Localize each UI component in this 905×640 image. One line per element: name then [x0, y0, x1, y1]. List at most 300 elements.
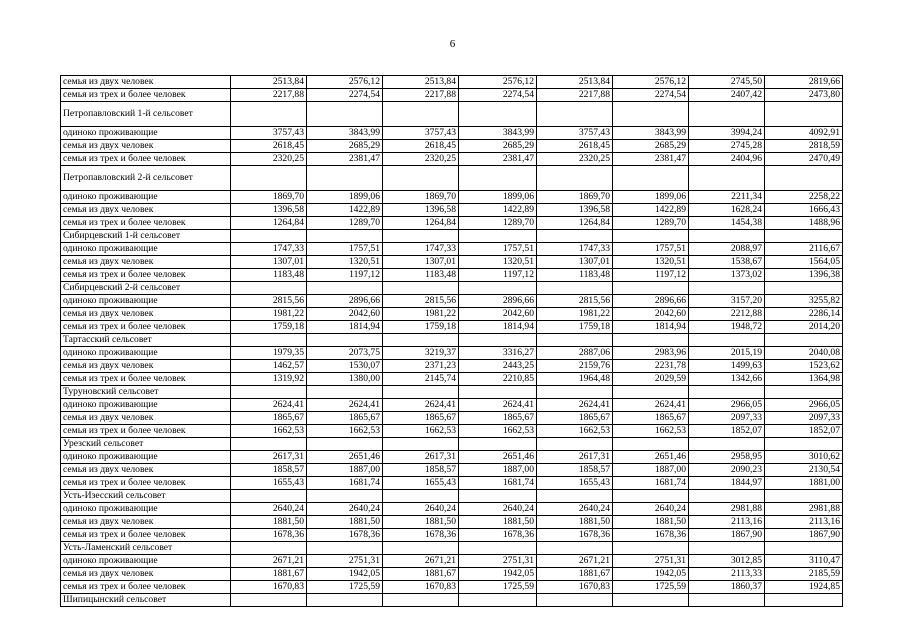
value-cell: 1869,70 — [537, 191, 613, 204]
value-cell: 2624,41 — [383, 399, 459, 412]
value-cell: 1979,35 — [231, 347, 307, 360]
value-cell: 2513,84 — [537, 76, 613, 89]
value-cell — [689, 542, 765, 555]
value-cell: 4092,91 — [765, 127, 843, 140]
value-cell: 2404,96 — [689, 153, 765, 166]
value-cell: 2671,21 — [383, 555, 459, 568]
value-cell: 2212,88 — [689, 308, 765, 321]
table-row — [61, 204, 843, 217]
value-cell: 2130,54 — [765, 464, 843, 477]
table-row — [61, 529, 843, 542]
value-cell: 1319,92 — [231, 373, 307, 386]
value-cell — [765, 230, 843, 243]
value-cell — [537, 230, 613, 243]
row-label: семья из трех и более человек — [61, 153, 231, 166]
row-label: семья из двух человек — [61, 516, 231, 529]
value-cell: 1981,22 — [537, 308, 613, 321]
value-cell: 2896,66 — [307, 295, 383, 308]
value-cell: 3316,27 — [459, 347, 537, 360]
value-cell: 1757,51 — [459, 243, 537, 256]
value-cell: 1814,94 — [307, 321, 383, 334]
value-cell: 1655,43 — [537, 477, 613, 490]
value-cell: 1289,70 — [459, 217, 537, 230]
table-row — [61, 347, 843, 360]
value-cell — [613, 282, 689, 295]
table-body — [61, 76, 843, 607]
value-cell: 1320,51 — [307, 256, 383, 269]
value-cell: 1725,59 — [613, 581, 689, 594]
value-cell: 3255,82 — [765, 295, 843, 308]
value-cell: 2470,49 — [765, 153, 843, 166]
value-cell: 1422,89 — [307, 204, 383, 217]
value-cell: 1289,70 — [613, 217, 689, 230]
value-cell: 2815,56 — [383, 295, 459, 308]
value-cell: 1899,06 — [613, 191, 689, 204]
table-row — [61, 191, 843, 204]
value-cell: 1264,84 — [231, 217, 307, 230]
value-cell — [765, 166, 843, 191]
value-cell: 2320,25 — [383, 153, 459, 166]
value-cell: 2981,88 — [689, 503, 765, 516]
value-cell: 2443,25 — [459, 360, 537, 373]
value-cell: 2958,95 — [689, 451, 765, 464]
value-cell: 1662,53 — [459, 425, 537, 438]
value-cell: 2745,28 — [689, 140, 765, 153]
value-cell: 1307,01 — [537, 256, 613, 269]
value-cell: 2211,34 — [689, 191, 765, 204]
value-cell: 2513,84 — [383, 76, 459, 89]
value-cell — [459, 102, 537, 127]
value-cell: 1867,90 — [689, 529, 765, 542]
value-cell: 1320,51 — [459, 256, 537, 269]
table-row — [61, 256, 843, 269]
table-row — [61, 269, 843, 282]
value-cell: 1869,70 — [231, 191, 307, 204]
value-cell: 3110,47 — [765, 555, 843, 568]
value-cell: 1670,83 — [537, 581, 613, 594]
value-cell: 1881,67 — [231, 568, 307, 581]
value-cell: 1747,33 — [383, 243, 459, 256]
table-row — [61, 282, 843, 295]
table-row — [61, 451, 843, 464]
row-label: одиноко проживающие — [61, 191, 231, 204]
value-cell — [613, 438, 689, 451]
value-cell — [307, 334, 383, 347]
value-cell: 1747,33 — [231, 243, 307, 256]
value-cell: 1678,36 — [537, 529, 613, 542]
value-cell — [231, 386, 307, 399]
table-row — [61, 399, 843, 412]
value-cell: 1396,38 — [765, 269, 843, 282]
value-cell — [613, 386, 689, 399]
row-label: семья из трех и более человек — [61, 321, 231, 334]
value-cell — [307, 490, 383, 503]
value-cell: 1197,12 — [613, 269, 689, 282]
value-cell: 2029,59 — [613, 373, 689, 386]
value-cell: 2185,59 — [765, 568, 843, 581]
value-cell: 1422,89 — [459, 204, 537, 217]
value-cell — [689, 166, 765, 191]
value-cell: 2116,67 — [765, 243, 843, 256]
value-cell: 1865,67 — [231, 412, 307, 425]
value-cell: 3994,24 — [689, 127, 765, 140]
value-cell: 2624,41 — [613, 399, 689, 412]
value-cell: 1881,50 — [307, 516, 383, 529]
value-cell: 1197,12 — [459, 269, 537, 282]
value-cell — [689, 594, 765, 607]
value-cell: 2640,24 — [231, 503, 307, 516]
value-cell — [765, 334, 843, 347]
table-row — [61, 568, 843, 581]
value-cell: 2624,41 — [537, 399, 613, 412]
value-cell — [231, 594, 307, 607]
value-cell: 1865,67 — [307, 412, 383, 425]
value-cell: 2381,47 — [307, 153, 383, 166]
row-label: одиноко проживающие — [61, 399, 231, 412]
value-cell: 2624,41 — [307, 399, 383, 412]
value-cell: 3157,20 — [689, 295, 765, 308]
value-cell: 1852,07 — [765, 425, 843, 438]
value-cell: 1981,22 — [383, 308, 459, 321]
value-cell — [383, 594, 459, 607]
value-cell: 2966,05 — [765, 399, 843, 412]
value-cell: 1881,50 — [459, 516, 537, 529]
value-cell: 1264,84 — [537, 217, 613, 230]
value-cell: 1747,33 — [537, 243, 613, 256]
value-cell: 1373,02 — [689, 269, 765, 282]
value-cell: 2381,47 — [613, 153, 689, 166]
value-cell: 1662,53 — [613, 425, 689, 438]
value-cell: 1757,51 — [613, 243, 689, 256]
value-cell — [689, 230, 765, 243]
value-cell: 2320,25 — [231, 153, 307, 166]
value-cell: 1981,22 — [231, 308, 307, 321]
value-cell: 1881,50 — [231, 516, 307, 529]
value-cell — [383, 230, 459, 243]
row-label: семья из двух человек — [61, 568, 231, 581]
value-cell — [765, 438, 843, 451]
value-cell: 1865,67 — [383, 412, 459, 425]
value-cell: 2113,16 — [689, 516, 765, 529]
row-label: семья из трех и более человек — [61, 529, 231, 542]
row-label: семья из двух человек — [61, 76, 231, 89]
value-cell — [383, 542, 459, 555]
value-cell: 1530,07 — [307, 360, 383, 373]
value-cell: 2042,60 — [613, 308, 689, 321]
row-label: семья из двух человек — [61, 204, 231, 217]
value-cell — [231, 282, 307, 295]
value-cell: 1454,38 — [689, 217, 765, 230]
table-row — [61, 334, 843, 347]
table-row — [61, 386, 843, 399]
value-cell: 2217,88 — [383, 89, 459, 102]
value-cell: 3757,43 — [537, 127, 613, 140]
value-cell: 1860,37 — [689, 581, 765, 594]
table-row — [61, 308, 843, 321]
value-cell — [689, 282, 765, 295]
row-label: Туруновский сельсовет — [61, 386, 231, 399]
value-cell — [537, 102, 613, 127]
table-row — [61, 516, 843, 529]
value-cell — [537, 542, 613, 555]
row-label: семья из двух человек — [61, 360, 231, 373]
value-cell: 1678,36 — [613, 529, 689, 542]
value-cell — [307, 386, 383, 399]
value-cell: 1881,67 — [383, 568, 459, 581]
table-row — [61, 490, 843, 503]
table-row — [61, 425, 843, 438]
value-cell: 2966,05 — [689, 399, 765, 412]
value-cell — [231, 490, 307, 503]
row-label: семья из двух человек — [61, 308, 231, 321]
value-cell: 1364,98 — [765, 373, 843, 386]
value-cell: 1948,72 — [689, 321, 765, 334]
value-cell — [459, 542, 537, 555]
value-cell — [307, 594, 383, 607]
row-label: одиноко проживающие — [61, 347, 231, 360]
value-cell: 1942,05 — [613, 568, 689, 581]
value-cell: 1964,48 — [537, 373, 613, 386]
table-row — [61, 581, 843, 594]
value-cell: 1681,74 — [613, 477, 689, 490]
value-cell: 1681,74 — [307, 477, 383, 490]
row-label: семья из двух человек — [61, 464, 231, 477]
value-cell — [307, 282, 383, 295]
value-cell: 2618,45 — [231, 140, 307, 153]
value-cell — [537, 282, 613, 295]
row-label: Усть-Изесский сельсовет — [61, 490, 231, 503]
value-cell — [613, 490, 689, 503]
value-cell: 1342,66 — [689, 373, 765, 386]
value-cell: 1523,62 — [765, 360, 843, 373]
table-row — [61, 127, 843, 140]
table-row — [61, 594, 843, 607]
value-cell: 2751,31 — [613, 555, 689, 568]
value-cell: 1887,00 — [613, 464, 689, 477]
value-cell: 2617,31 — [231, 451, 307, 464]
value-cell — [537, 334, 613, 347]
value-cell — [613, 334, 689, 347]
table-row — [61, 102, 843, 127]
value-cell: 2887,06 — [537, 347, 613, 360]
value-cell: 1881,00 — [765, 477, 843, 490]
value-cell: 2513,84 — [231, 76, 307, 89]
value-cell: 2407,42 — [689, 89, 765, 102]
value-cell — [689, 490, 765, 503]
value-cell: 1183,48 — [383, 269, 459, 282]
page-number: 6 — [449, 38, 456, 50]
value-cell: 1422,89 — [613, 204, 689, 217]
value-cell — [383, 438, 459, 451]
value-cell: 3843,99 — [307, 127, 383, 140]
value-cell: 2097,33 — [765, 412, 843, 425]
value-cell: 2015,19 — [689, 347, 765, 360]
value-cell: 1183,48 — [231, 269, 307, 282]
value-cell — [765, 386, 843, 399]
value-cell: 1881,50 — [537, 516, 613, 529]
value-cell: 1865,67 — [459, 412, 537, 425]
value-cell: 2217,88 — [231, 89, 307, 102]
row-label: семья из трех и более человек — [61, 477, 231, 490]
value-cell — [765, 542, 843, 555]
row-label: семья из трех и более человек — [61, 217, 231, 230]
value-cell: 2896,66 — [613, 295, 689, 308]
value-cell: 2088,97 — [689, 243, 765, 256]
value-cell: 2097,33 — [689, 412, 765, 425]
value-cell: 1814,94 — [459, 321, 537, 334]
value-cell: 1662,53 — [307, 425, 383, 438]
table-row — [61, 153, 843, 166]
value-cell: 1678,36 — [383, 529, 459, 542]
value-cell: 2286,14 — [765, 308, 843, 321]
value-cell: 2576,12 — [307, 76, 383, 89]
value-cell: 1869,70 — [383, 191, 459, 204]
value-cell — [537, 438, 613, 451]
value-cell: 2042,60 — [459, 308, 537, 321]
value-cell — [689, 386, 765, 399]
value-cell: 2113,16 — [765, 516, 843, 529]
value-cell — [383, 386, 459, 399]
table-row — [61, 412, 843, 425]
row-label: семья из трех и более человек — [61, 581, 231, 594]
value-cell: 1887,00 — [459, 464, 537, 477]
value-cell: 1844,97 — [689, 477, 765, 490]
value-cell: 2381,47 — [459, 153, 537, 166]
value-cell — [765, 490, 843, 503]
value-cell — [459, 386, 537, 399]
value-cell — [231, 438, 307, 451]
value-cell: 2617,31 — [383, 451, 459, 464]
value-cell — [613, 594, 689, 607]
value-cell: 2640,24 — [459, 503, 537, 516]
value-cell: 2274,54 — [459, 89, 537, 102]
value-cell: 1380,00 — [307, 373, 383, 386]
table-row — [61, 166, 843, 191]
value-cell — [613, 542, 689, 555]
value-cell: 2640,24 — [383, 503, 459, 516]
value-cell — [765, 102, 843, 127]
value-cell: 2217,88 — [537, 89, 613, 102]
value-cell — [765, 282, 843, 295]
value-cell: 3010,62 — [765, 451, 843, 464]
value-cell: 2815,56 — [231, 295, 307, 308]
value-cell: 2231,78 — [613, 360, 689, 373]
row-label: Урезский сельсовет — [61, 438, 231, 451]
value-cell: 2751,31 — [459, 555, 537, 568]
row-label: Петропавловский 1-й сельсовет — [61, 102, 231, 127]
value-cell — [613, 230, 689, 243]
value-cell: 2618,45 — [537, 140, 613, 153]
row-label: одиноко проживающие — [61, 555, 231, 568]
value-cell — [459, 334, 537, 347]
value-cell — [765, 594, 843, 607]
value-cell: 1681,74 — [459, 477, 537, 490]
value-cell: 1678,36 — [231, 529, 307, 542]
value-cell: 1662,53 — [537, 425, 613, 438]
value-cell: 2617,31 — [537, 451, 613, 464]
value-cell — [231, 166, 307, 191]
value-cell: 3843,99 — [613, 127, 689, 140]
value-cell — [537, 594, 613, 607]
value-cell: 2818,59 — [765, 140, 843, 153]
value-cell: 1858,57 — [537, 464, 613, 477]
value-cell: 1564,05 — [765, 256, 843, 269]
value-cell: 2981,88 — [765, 503, 843, 516]
value-cell: 1852,07 — [689, 425, 765, 438]
value-cell — [459, 230, 537, 243]
table-row — [61, 230, 843, 243]
row-label: Шипицынский сельсовет — [61, 594, 231, 607]
value-cell: 2258,22 — [765, 191, 843, 204]
value-cell: 2745,50 — [689, 76, 765, 89]
value-cell: 1725,59 — [307, 581, 383, 594]
value-cell: 2274,54 — [307, 89, 383, 102]
value-cell: 2685,29 — [459, 140, 537, 153]
row-label: Тартасский сельсовет — [61, 334, 231, 347]
value-cell — [231, 542, 307, 555]
value-cell: 1865,67 — [537, 412, 613, 425]
table-row — [61, 217, 843, 230]
row-label: Усть-Ламенский сельсовет — [61, 542, 231, 555]
value-cell: 2671,21 — [231, 555, 307, 568]
value-cell: 1725,59 — [459, 581, 537, 594]
value-cell — [689, 102, 765, 127]
value-cell: 2896,66 — [459, 295, 537, 308]
value-cell — [231, 334, 307, 347]
row-label: семья из трех и более человек — [61, 89, 231, 102]
value-cell: 1655,43 — [231, 477, 307, 490]
value-cell: 1289,70 — [307, 217, 383, 230]
value-cell: 1462,57 — [231, 360, 307, 373]
value-cell — [689, 438, 765, 451]
row-label: семья из двух человек — [61, 140, 231, 153]
tariff-table — [60, 75, 843, 607]
value-cell: 1307,01 — [231, 256, 307, 269]
value-cell — [383, 102, 459, 127]
value-cell: 1858,57 — [231, 464, 307, 477]
value-cell: 1867,90 — [765, 529, 843, 542]
value-cell — [383, 490, 459, 503]
value-cell: 2685,29 — [307, 140, 383, 153]
value-cell: 2320,25 — [537, 153, 613, 166]
value-cell — [459, 282, 537, 295]
value-cell: 1881,50 — [383, 516, 459, 529]
value-cell: 2624,41 — [231, 399, 307, 412]
value-cell: 2671,21 — [537, 555, 613, 568]
value-cell — [307, 102, 383, 127]
value-cell: 1942,05 — [307, 568, 383, 581]
value-cell: 2651,46 — [307, 451, 383, 464]
value-cell: 2145,74 — [383, 373, 459, 386]
value-cell: 1320,51 — [613, 256, 689, 269]
table-row — [61, 464, 843, 477]
value-cell: 3012,85 — [689, 555, 765, 568]
value-cell: 3757,43 — [383, 127, 459, 140]
value-cell: 2640,24 — [307, 503, 383, 516]
row-label: одиноко проживающие — [61, 127, 231, 140]
value-cell: 1197,12 — [307, 269, 383, 282]
table-row — [61, 503, 843, 516]
value-cell — [537, 166, 613, 191]
value-cell: 1924,85 — [765, 581, 843, 594]
value-cell: 2073,75 — [307, 347, 383, 360]
table-row — [61, 555, 843, 568]
row-label: Сибирцевский 1-й сельсовет — [61, 230, 231, 243]
value-cell: 1662,53 — [231, 425, 307, 438]
value-cell: 1678,36 — [459, 529, 537, 542]
value-cell — [537, 490, 613, 503]
value-cell: 2815,56 — [537, 295, 613, 308]
